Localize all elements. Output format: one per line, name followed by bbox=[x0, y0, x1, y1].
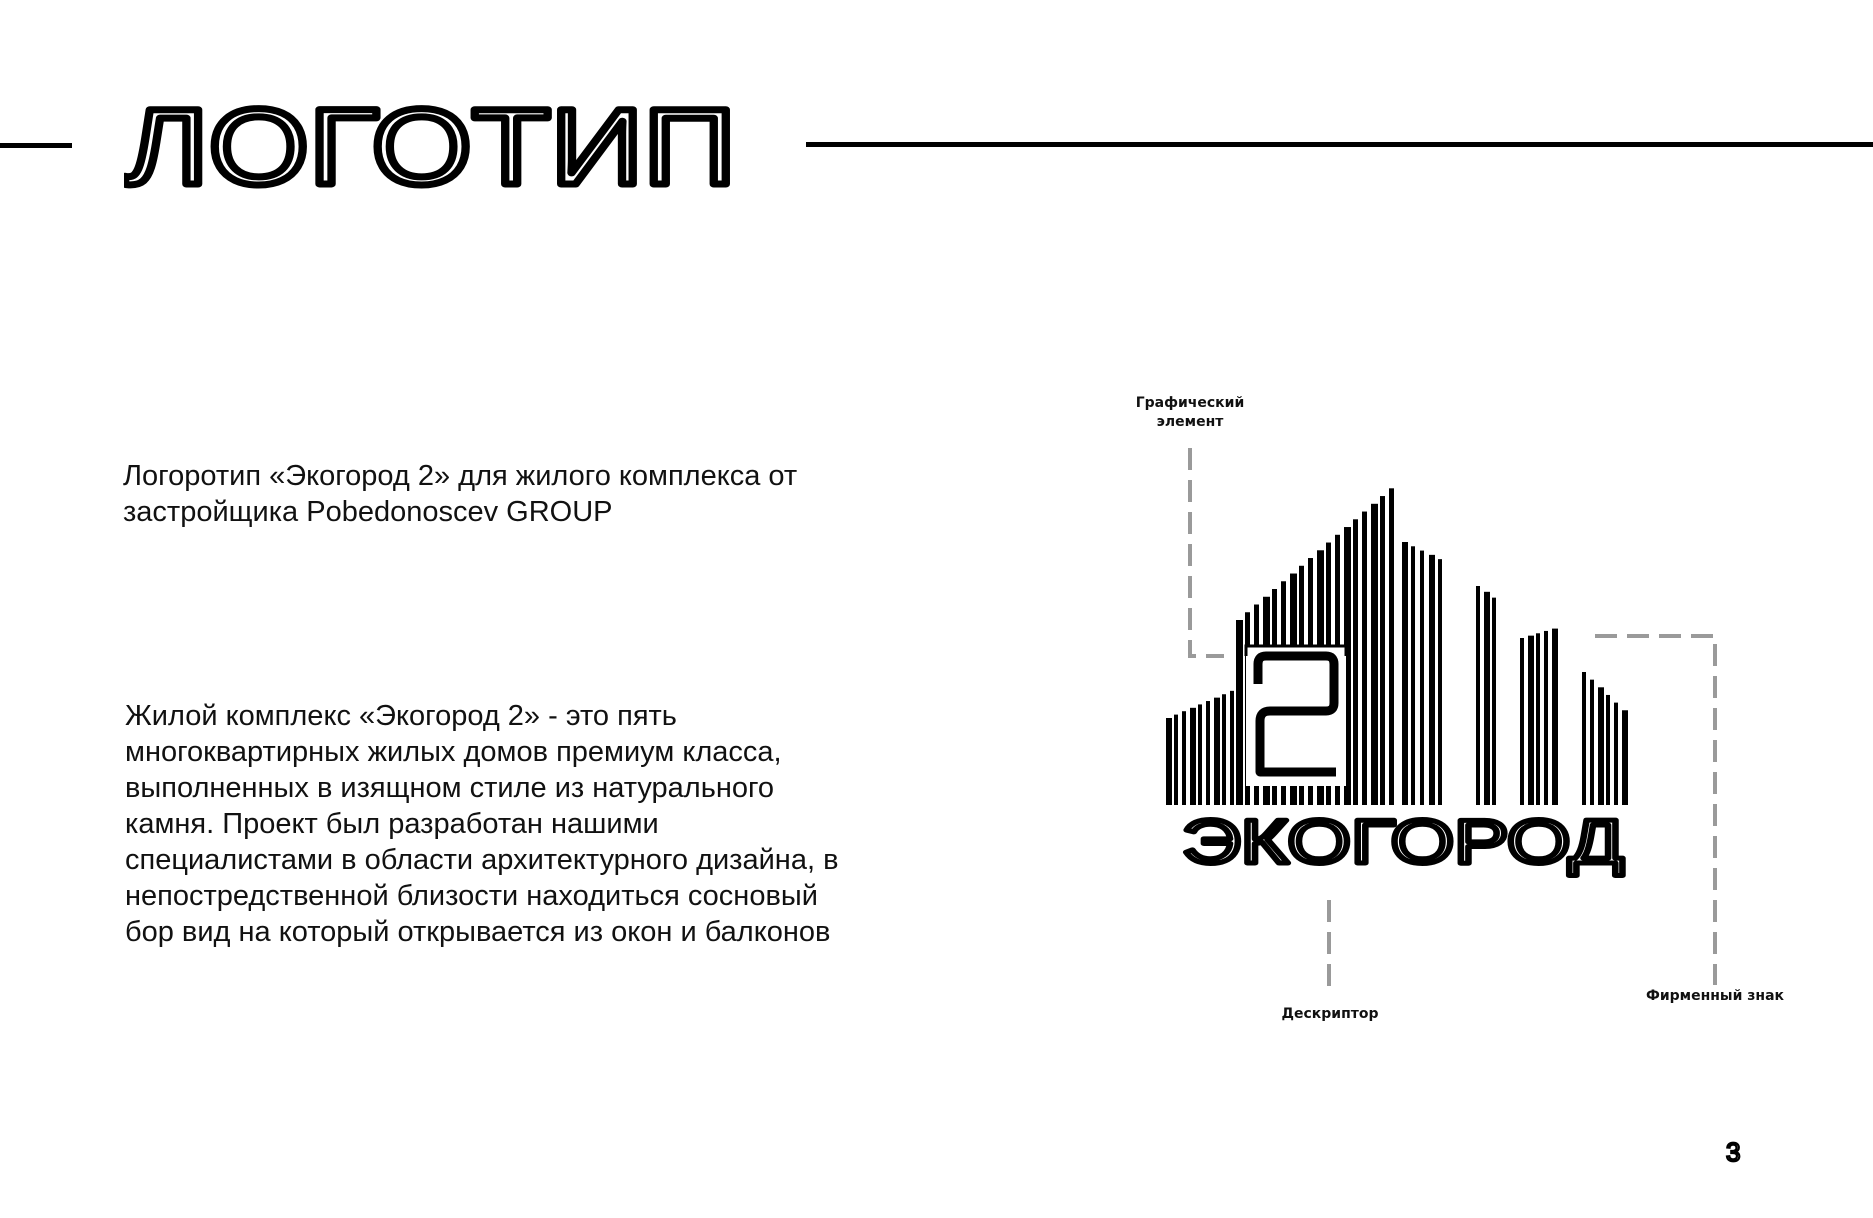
logo-wordmark: ЭКОГОРОД bbox=[1182, 808, 1624, 877]
logo-bar bbox=[1598, 687, 1604, 805]
logo-bar bbox=[1182, 711, 1186, 805]
logo-bar bbox=[1166, 718, 1172, 805]
logo-bar bbox=[1544, 631, 1548, 805]
leader-graphic-element bbox=[1190, 448, 1224, 656]
logo-bar bbox=[1206, 701, 1210, 805]
callout-descriptor: Дескриптор bbox=[1281, 1006, 1379, 1022]
page-number bbox=[1722, 1136, 1758, 1166]
callout-graphic-element: Графический элемент bbox=[1135, 395, 1245, 430]
logo-bar bbox=[1438, 559, 1442, 805]
logo-bar bbox=[1353, 519, 1358, 805]
logo-bar bbox=[1174, 715, 1178, 805]
logo-bar bbox=[1214, 698, 1220, 805]
logo-bar bbox=[1590, 680, 1594, 805]
logo-bar bbox=[1622, 710, 1628, 805]
logo-figure bbox=[1120, 380, 1800, 1040]
logo-bar bbox=[1528, 636, 1534, 805]
page-number-text: 3 bbox=[1726, 1137, 1741, 1166]
logo-bar bbox=[1402, 542, 1408, 805]
logo-bar bbox=[1236, 620, 1243, 805]
logo-bar bbox=[1371, 504, 1378, 805]
logo-bar bbox=[1484, 592, 1490, 805]
logo-bar bbox=[1582, 672, 1586, 805]
brand-mark-numeral-2 bbox=[1246, 646, 1346, 786]
logo-bar bbox=[1420, 551, 1424, 805]
logo-bar bbox=[1606, 695, 1610, 805]
logo-bar bbox=[1230, 691, 1234, 805]
logo-bar bbox=[1222, 694, 1226, 805]
logo-bar bbox=[1380, 496, 1385, 805]
logo-bar bbox=[1536, 633, 1540, 805]
page-title-text: ЛОГОТИП bbox=[124, 96, 736, 206]
logo-bar bbox=[1198, 704, 1202, 805]
logo-bar bbox=[1520, 638, 1524, 805]
logo-bar bbox=[1552, 629, 1558, 805]
description-text: Жилой комплекс «Экогород 2» - это пять многоквартирных жилых домов премиум класса, выполненных в изящном стиле из натурального камня. Проект был разработан нашими специалистами в области архитектурного дизайна, в непостредственной близости находиться сосновый бор вид на который открывается из окон и балконов bbox=[125, 700, 839, 948]
logo-bar bbox=[1362, 512, 1367, 805]
intro-text: Логоротип «Экогород 2» для жилого комплекса от застройщика Pobedonoscev GROUP bbox=[123, 460, 798, 528]
logo-bar bbox=[1614, 703, 1618, 805]
callout-brand-mark: Фирменный знак bbox=[1645, 988, 1785, 1004]
logo-bar bbox=[1492, 598, 1496, 805]
page-title bbox=[124, 96, 764, 206]
logo-bar bbox=[1429, 555, 1435, 805]
graphic-element-bars bbox=[1166, 488, 1628, 805]
logo-bar bbox=[1476, 586, 1480, 805]
logo-bar bbox=[1190, 708, 1196, 805]
title-rule-left bbox=[0, 143, 72, 148]
title-rule-right bbox=[806, 142, 1873, 147]
logo-bar bbox=[1411, 546, 1415, 805]
logo-bar bbox=[1389, 488, 1394, 805]
